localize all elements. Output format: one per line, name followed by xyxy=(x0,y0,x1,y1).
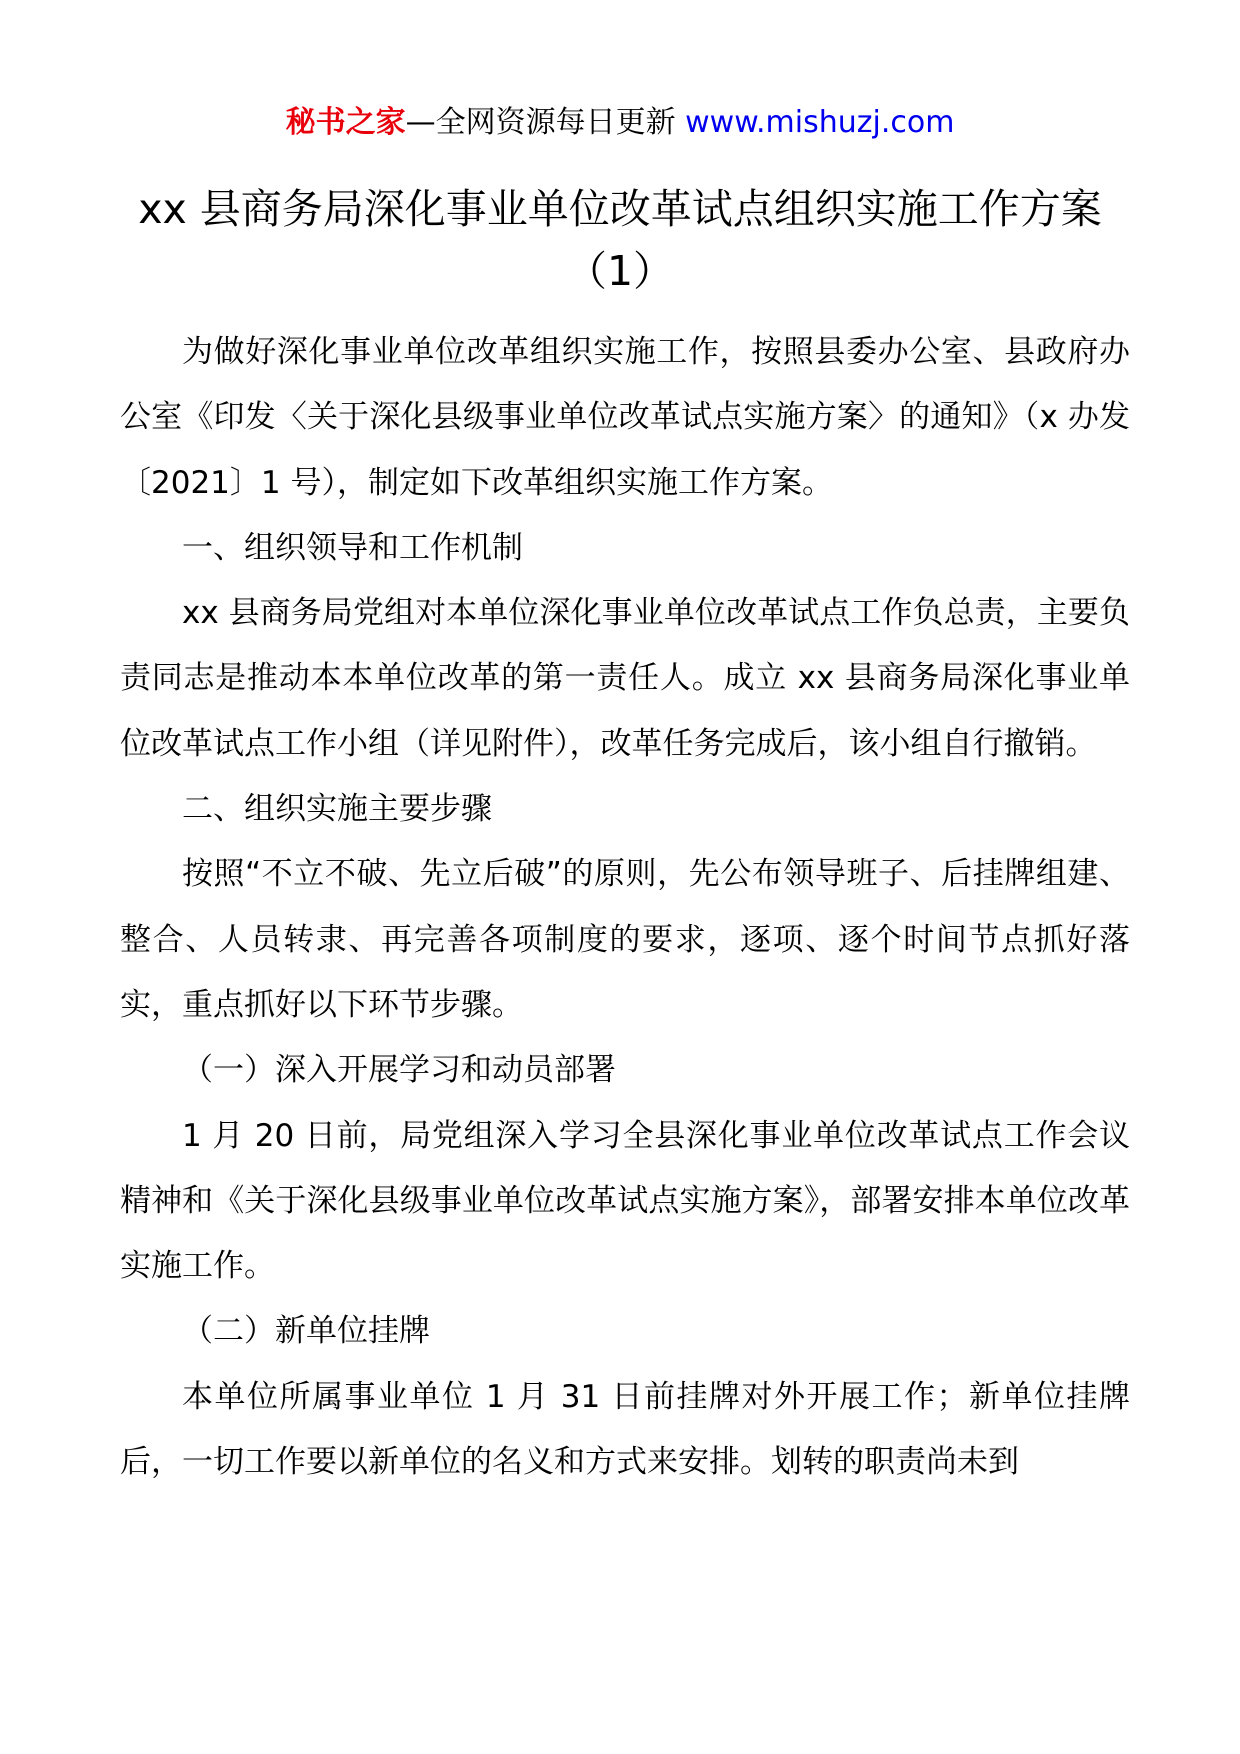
body-paragraph: 按照“不立不破、先立后破”的原则，先公布领导班子、后挂牌组建、整合、人员转隶、再完善各项制度的要求，逐项、逐个时间节点抓好落实，重点抓好以下环节步骤。 xyxy=(120,856,1130,1023)
subsection-heading-2: （二）新单位挂牌 xyxy=(182,1313,430,1350)
site-header xyxy=(0,101,1240,145)
header-tagline: —全网资源每日更新 xyxy=(405,105,686,140)
intro-paragraph: 为做好深化事业单位改革组织实施工作，按照县委办公室、县政府办公室《印发〈关于深化县级事业单位改革试点实施方案〉的通知》（x 办发〔2021〕1 号），制定如下改革组织实施工作方案。 xyxy=(120,334,1130,501)
body-paragraph: 本单位所属事业单位 1 月 31 日前挂牌对外开展工作；新单位挂牌后，一切工作要以新单位的名义和方式来安排。划转的职责尚未到 xyxy=(120,1378,1130,1481)
brand-name: 秘书之家 xyxy=(285,105,406,140)
subsection-heading-1: （一）深入开展学习和动员部署 xyxy=(182,1052,616,1089)
document-title: xx 县商务局深化事业单位改革试点组织实施工作方案（1） xyxy=(138,185,1102,295)
section-heading-1: 一、组织领导和工作机制 xyxy=(182,529,523,566)
section-heading-2: 二、组织实施主要步骤 xyxy=(182,791,492,828)
body-paragraph: 1 月 20 日前，局党组深入学习全县深化事业单位改革试点工作会议精神和《关于深化县级事业单位改革试点实施方案》，部署安排本单位改革实施工作。 xyxy=(120,1117,1130,1285)
site-url-link[interactable]: www.mishuzj.com xyxy=(685,105,955,140)
document-body xyxy=(120,320,1130,1495)
body-paragraph: xx 县商务局党组对本单位深化事业单位改革试点工作负总责，主要负责同志是推动本本单位改革的第一责任人。成立 xx 县商务局深化事业单位改革试点工作小组（详见附件），改革任务完成后，该小组自行撤销。 xyxy=(120,595,1130,762)
